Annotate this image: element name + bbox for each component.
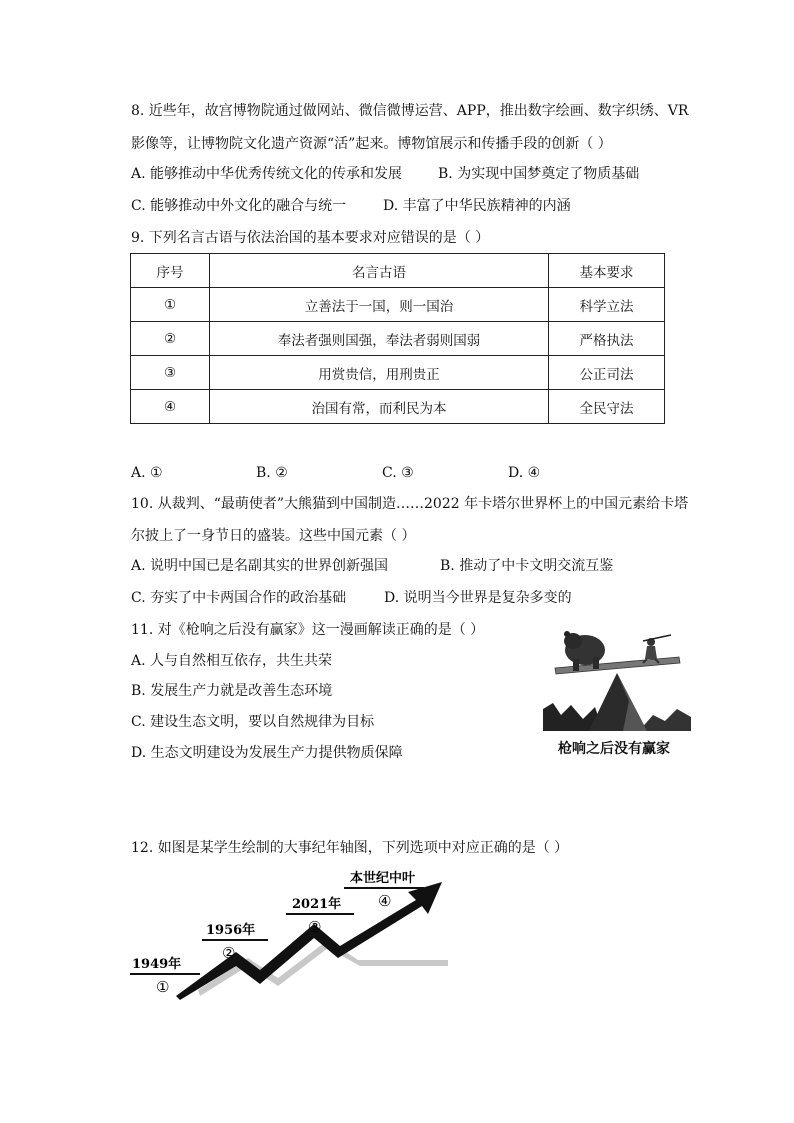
table-header-row	[131, 254, 665, 288]
table-row	[131, 322, 665, 356]
timeline-diagram	[128, 862, 458, 1007]
q10-option-a: A. 说明中国已是名副其实的世界创新强国	[131, 558, 389, 574]
table-cell: ②	[131, 322, 210, 356]
table-cell: ①	[131, 288, 210, 322]
cartoon-image	[543, 623, 691, 731]
q11-stem: 11. 对《枪响之后没有赢家》这一漫画解读正确的是（ ）	[131, 622, 485, 638]
q10-option-c: C. 夯实了中卡两国合作的政治基础	[131, 590, 347, 606]
q9-table	[130, 253, 665, 424]
timeline-mark-2: ②	[222, 944, 236, 962]
q9-stem: 9. 下列名言古语与依法治国的基本要求对应错误的是（ ）	[131, 230, 490, 246]
q10-option-d: D. 说明当今世界是复杂多变的	[384, 590, 572, 606]
table-cell: 公正司法	[549, 356, 665, 390]
table-cell: ③	[131, 356, 210, 390]
q10-stem-line1: 10. 从裁判、“最萌使者”大熊猫到中国制造……2022 年卡塔尔世界杯上的中国元素给卡塔	[131, 496, 689, 512]
table-row	[131, 288, 665, 322]
timeline-mark-1: ①	[156, 978, 170, 996]
table-row	[131, 356, 665, 390]
table-cell: 立善法于一国，则一国治	[210, 288, 549, 322]
table-cell: 科学立法	[549, 288, 665, 322]
timeline-year-1: 1949年	[132, 957, 182, 972]
q9-option-d: D. ④	[508, 465, 541, 481]
q8-option-a: A. 能够推动中华优秀传统文化的传承和发展	[131, 166, 403, 182]
arrow-shadow	[198, 940, 448, 996]
q11-option-b: B. 发展生产力就是改善生态环境	[131, 683, 333, 699]
q8-option-b: B. 为实现中国梦奠定了物质基础	[438, 166, 640, 182]
timeline-year-2: 1956年	[206, 923, 256, 938]
table-cell: 奉法者强则国强，奉法者弱则国弱	[210, 322, 549, 356]
table-cell: 治国有常，而利民为本	[210, 390, 549, 424]
q10-stem-line2: 尔披上了一身节日的盛装。这些中国元素（ ）	[131, 528, 416, 544]
timeline-year-3: 2021年	[292, 897, 342, 912]
q8-stem-line2: 影像等，让博物院文化遗产资源“活”起来。博物馆展示和传播手段的创新（ ）	[131, 136, 612, 152]
table-cell: 严格执法	[549, 322, 665, 356]
q9-option-b: B. ②	[256, 465, 288, 481]
q8-stem-line1: 8. 近些年，故宫博物院通过做网站、微信微博运营、APP，推出数字绘画、数字织绣、VR	[131, 103, 689, 119]
q8-option-c: C. 能够推动中外文化的融合与统一	[131, 198, 347, 214]
timeline-mark-4: ④	[378, 892, 392, 910]
cartoon-caption: 枪响之后没有赢家	[558, 741, 670, 757]
timeline-year-4: 本世纪中叶	[350, 871, 416, 886]
q9-option-c: C. ③	[382, 465, 414, 481]
table-cell: 用赏贵信，用刑贵正	[210, 356, 549, 390]
q8-option-d: D. 丰富了中华民族精神的内涵	[383, 198, 571, 214]
table-cell: ④	[131, 390, 210, 424]
table-header-cell: 名言古语	[210, 254, 549, 288]
table-header-cell: 基本要求	[549, 254, 665, 288]
q11-option-a: A. 人与自然相互依存，共生共荣	[131, 653, 333, 669]
timeline-mark-3: ③	[308, 918, 322, 936]
table-header-cell: 序号	[131, 254, 210, 288]
table-cell: 全民守法	[549, 390, 665, 424]
table-row	[131, 390, 665, 424]
q11-option-c: C. 建设生态文明，要以自然规律为目标	[131, 714, 375, 730]
q9-option-a: A. ①	[131, 465, 163, 481]
q10-option-b: B. 推动了中卡文明交流互鉴	[440, 558, 614, 574]
q12-stem: 12. 如图是某学生绘制的大事纪年轴图，下列选项中对应正确的是（ ）	[131, 840, 569, 856]
q11-option-d: D. 生态文明建设为发展生产力提供物质保障	[131, 745, 403, 761]
